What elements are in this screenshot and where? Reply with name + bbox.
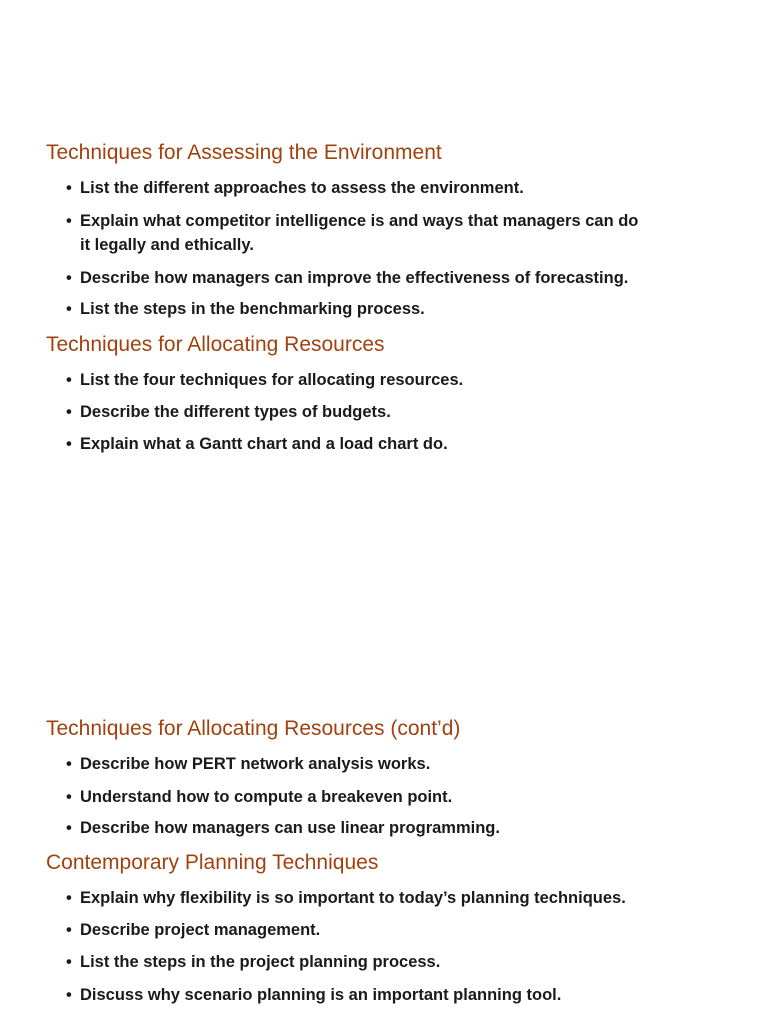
bullet-text: Describe how PERT network analysis works. (80, 755, 431, 773)
bullet-dot: • (66, 269, 72, 287)
bullet-dot: • (66, 755, 72, 773)
bullet-text: Describe how managers can improve the effectiveness of forecasting. (80, 269, 629, 287)
bullet-dot: • (66, 921, 72, 939)
bullet-text: List the steps in the benchmarking process. (80, 300, 425, 318)
bullet-item (66, 816, 500, 840)
bullet-dot: • (66, 986, 72, 1004)
section-heading-allocating-resources: Techniques for Allocating Resources (46, 333, 385, 356)
bullet-text: Describe project management. (80, 921, 321, 939)
bullet-item (66, 400, 391, 424)
bullet-text: Discuss why scenario planning is an important planning tool. (80, 986, 562, 1004)
section-heading-allocating-resources-contd: Techniques for Allocating Resources (cont’d) (46, 717, 461, 740)
bullet-item (66, 266, 628, 290)
bullet-item (66, 918, 320, 942)
bullet-text: List the steps in the project planning process. (80, 953, 441, 971)
bullet-item (66, 176, 524, 200)
bullet-dot: • (66, 889, 72, 907)
bullet-item (66, 297, 425, 321)
bullet-dot: • (66, 953, 72, 971)
bullet-text: Explain why flexibility is so important to today’s planning techniques. (80, 889, 626, 907)
bullet-text: Explain what a Gantt chart and a load chart do. (80, 435, 448, 453)
bullet-dot: • (66, 179, 72, 197)
bullet-item (66, 886, 626, 910)
bullet-item (66, 368, 463, 392)
bullet-item (66, 983, 561, 1007)
bullet-dot: • (66, 819, 72, 837)
bullet-text: List the four techniques for allocating resources. (80, 371, 464, 389)
section-heading-assessing-environment: Techniques for Assessing the Environment (46, 141, 442, 164)
bullet-text: List the different approaches to assess the environment. (80, 179, 524, 197)
bullet-text: Understand how to compute a breakeven point. (80, 788, 453, 806)
bullet-dot: • (66, 435, 72, 453)
bullet-dot: • (66, 788, 72, 806)
bullet-text-continuation: it legally and ethically. (80, 236, 254, 254)
bullet-item (66, 752, 430, 776)
bullet-text: Describe the different types of budgets. (80, 403, 391, 421)
section-heading-contemporary-planning: Contemporary Planning Techniques (46, 851, 379, 874)
bullet-item (66, 432, 448, 456)
bullet-text: Describe how managers can use linear programming. (80, 819, 500, 837)
bullet-text: Explain what competitor intelligence is and ways that managers can do (80, 212, 639, 230)
bullet-dot: • (66, 300, 72, 318)
bullet-dot: • (66, 371, 72, 389)
bullet-item (66, 785, 452, 809)
bullet-item (66, 950, 440, 974)
bullet-dot: • (66, 212, 72, 230)
bullet-dot: • (66, 403, 72, 421)
bullet-item (66, 209, 638, 257)
